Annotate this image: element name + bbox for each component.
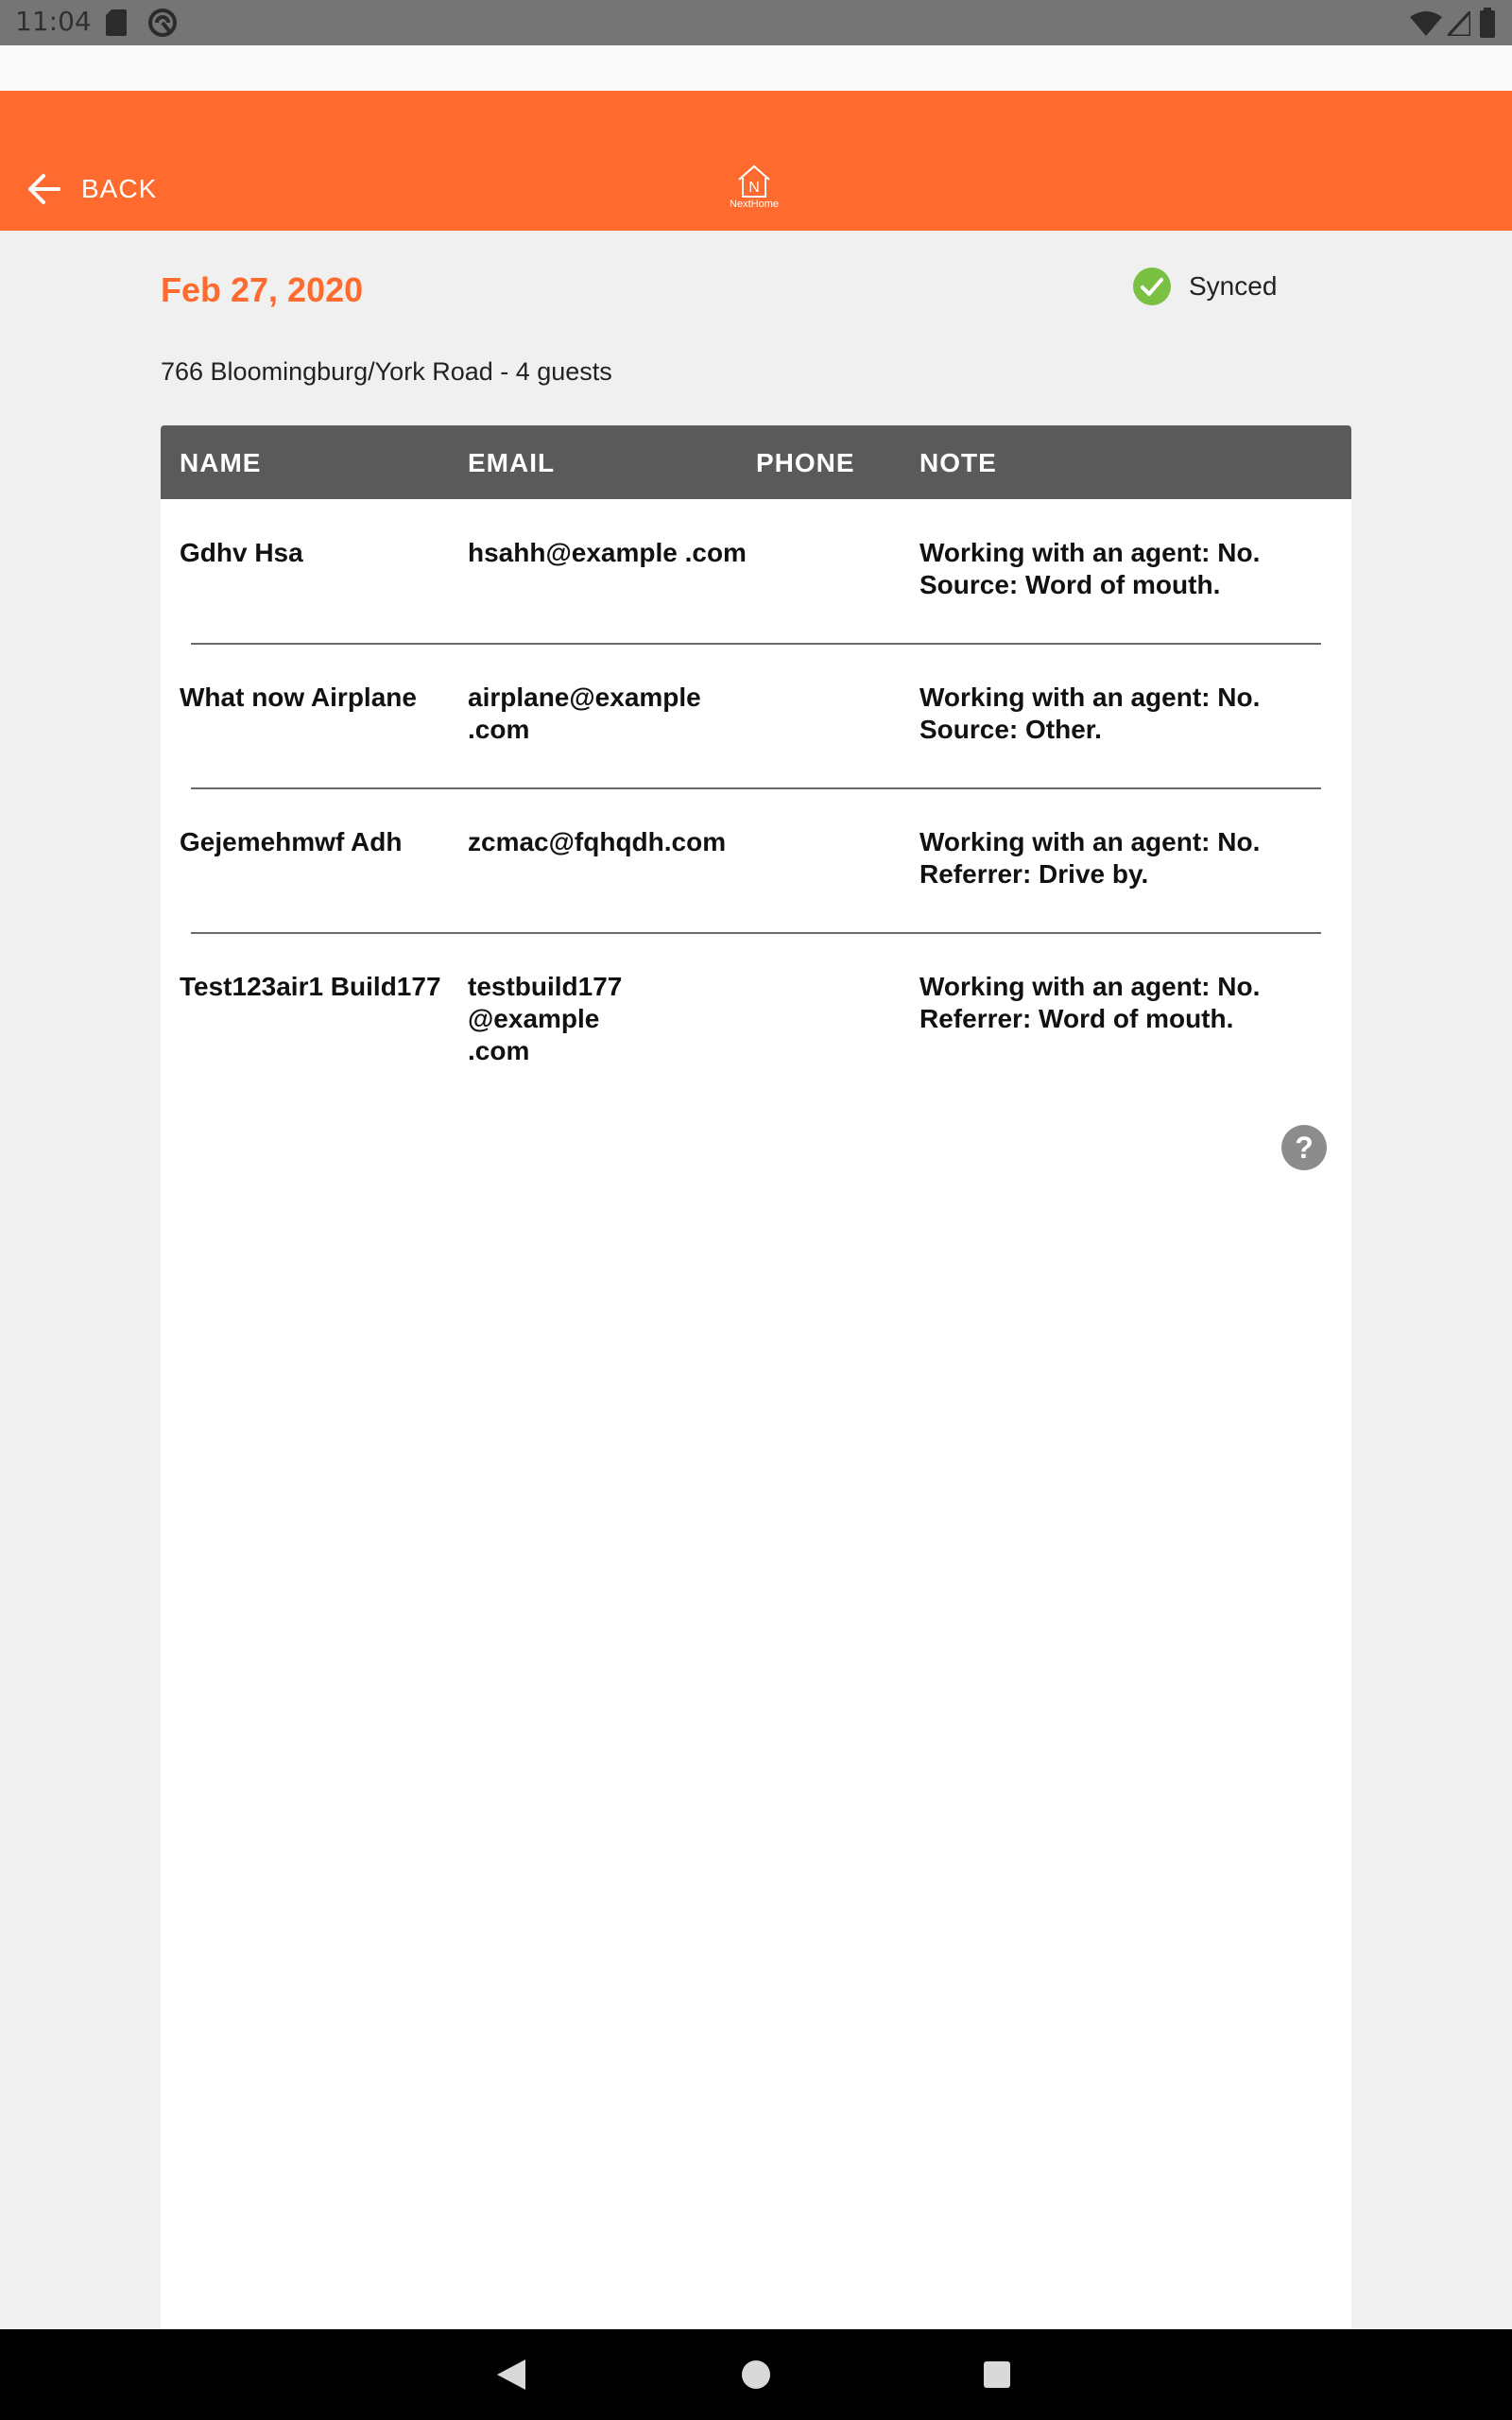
logo-letter: N — [748, 180, 760, 196]
guest-email: zcmac@fqhqdh.com — [468, 827, 727, 856]
back-label: BACK — [81, 174, 158, 203]
guest-name: What now Airplane — [180, 683, 417, 712]
nexthome-logo — [720, 163, 788, 216]
guest-table — [161, 425, 1351, 2329]
column-header-name[interactable]: NAME — [180, 448, 262, 477]
guest-email: hsahh@example .com — [468, 538, 747, 567]
event-date: Feb 27, 2020 — [161, 270, 364, 309]
help-icon[interactable] — [1281, 1125, 1327, 1170]
wifi-icon — [1410, 11, 1442, 36]
guest-name: Gejemehmwf Adh — [180, 827, 403, 856]
table-row[interactable] — [161, 933, 1351, 1113]
status-bar — [0, 0, 1512, 45]
check-icon — [1132, 267, 1172, 306]
property-address: 766 Bloomingburg/York Road - 4 guests — [161, 357, 612, 386]
guest-email: airplane@example .com — [468, 683, 701, 744]
guest-note: Working with an agent: No. Referrer: Word of mouth. — [919, 972, 1261, 1033]
guest-name: Gdhv Hsa — [180, 538, 303, 567]
nav-recents-icon[interactable] — [983, 2360, 1011, 2389]
guest-note: Working with an agent: No. Source: Word of mouth. — [919, 538, 1261, 599]
guest-name: Test123air1 Build177 — [180, 972, 441, 1001]
column-header-note[interactable]: NOTE — [919, 448, 997, 477]
table-row[interactable] — [161, 788, 1351, 933]
sync-status — [1132, 267, 1277, 306]
sync-status-icon — [147, 8, 178, 38]
battery-icon — [1480, 8, 1495, 38]
guest-note: Working with an agent: No. Source: Other. — [919, 683, 1261, 744]
column-header-phone[interactable]: PHONE — [756, 448, 855, 477]
guest-note: Working with an agent: No. Referrer: Drive by. — [919, 827, 1261, 889]
signal-icon — [1448, 11, 1470, 36]
table-header — [161, 425, 1351, 499]
svg-text:?: ? — [1295, 1131, 1314, 1165]
back-button[interactable] — [25, 163, 157, 216]
back-arrow-icon — [25, 169, 64, 209]
status-time: 11:04 — [15, 6, 92, 37]
nav-back-icon[interactable] — [495, 2358, 527, 2392]
table-row[interactable] — [161, 644, 1351, 788]
guest-email: testbuild177 @example .com — [468, 972, 623, 1065]
nav-home-icon[interactable] — [741, 2360, 771, 2390]
sync-label: Synced — [1189, 271, 1278, 301]
house-logo-icon — [735, 163, 773, 200]
table-row[interactable] — [161, 499, 1351, 644]
app-top-spacer — [0, 45, 1512, 91]
sd-card-icon — [106, 9, 127, 36]
column-header-email[interactable]: EMAIL — [468, 448, 556, 477]
logo-text: NextHome — [730, 199, 779, 210]
